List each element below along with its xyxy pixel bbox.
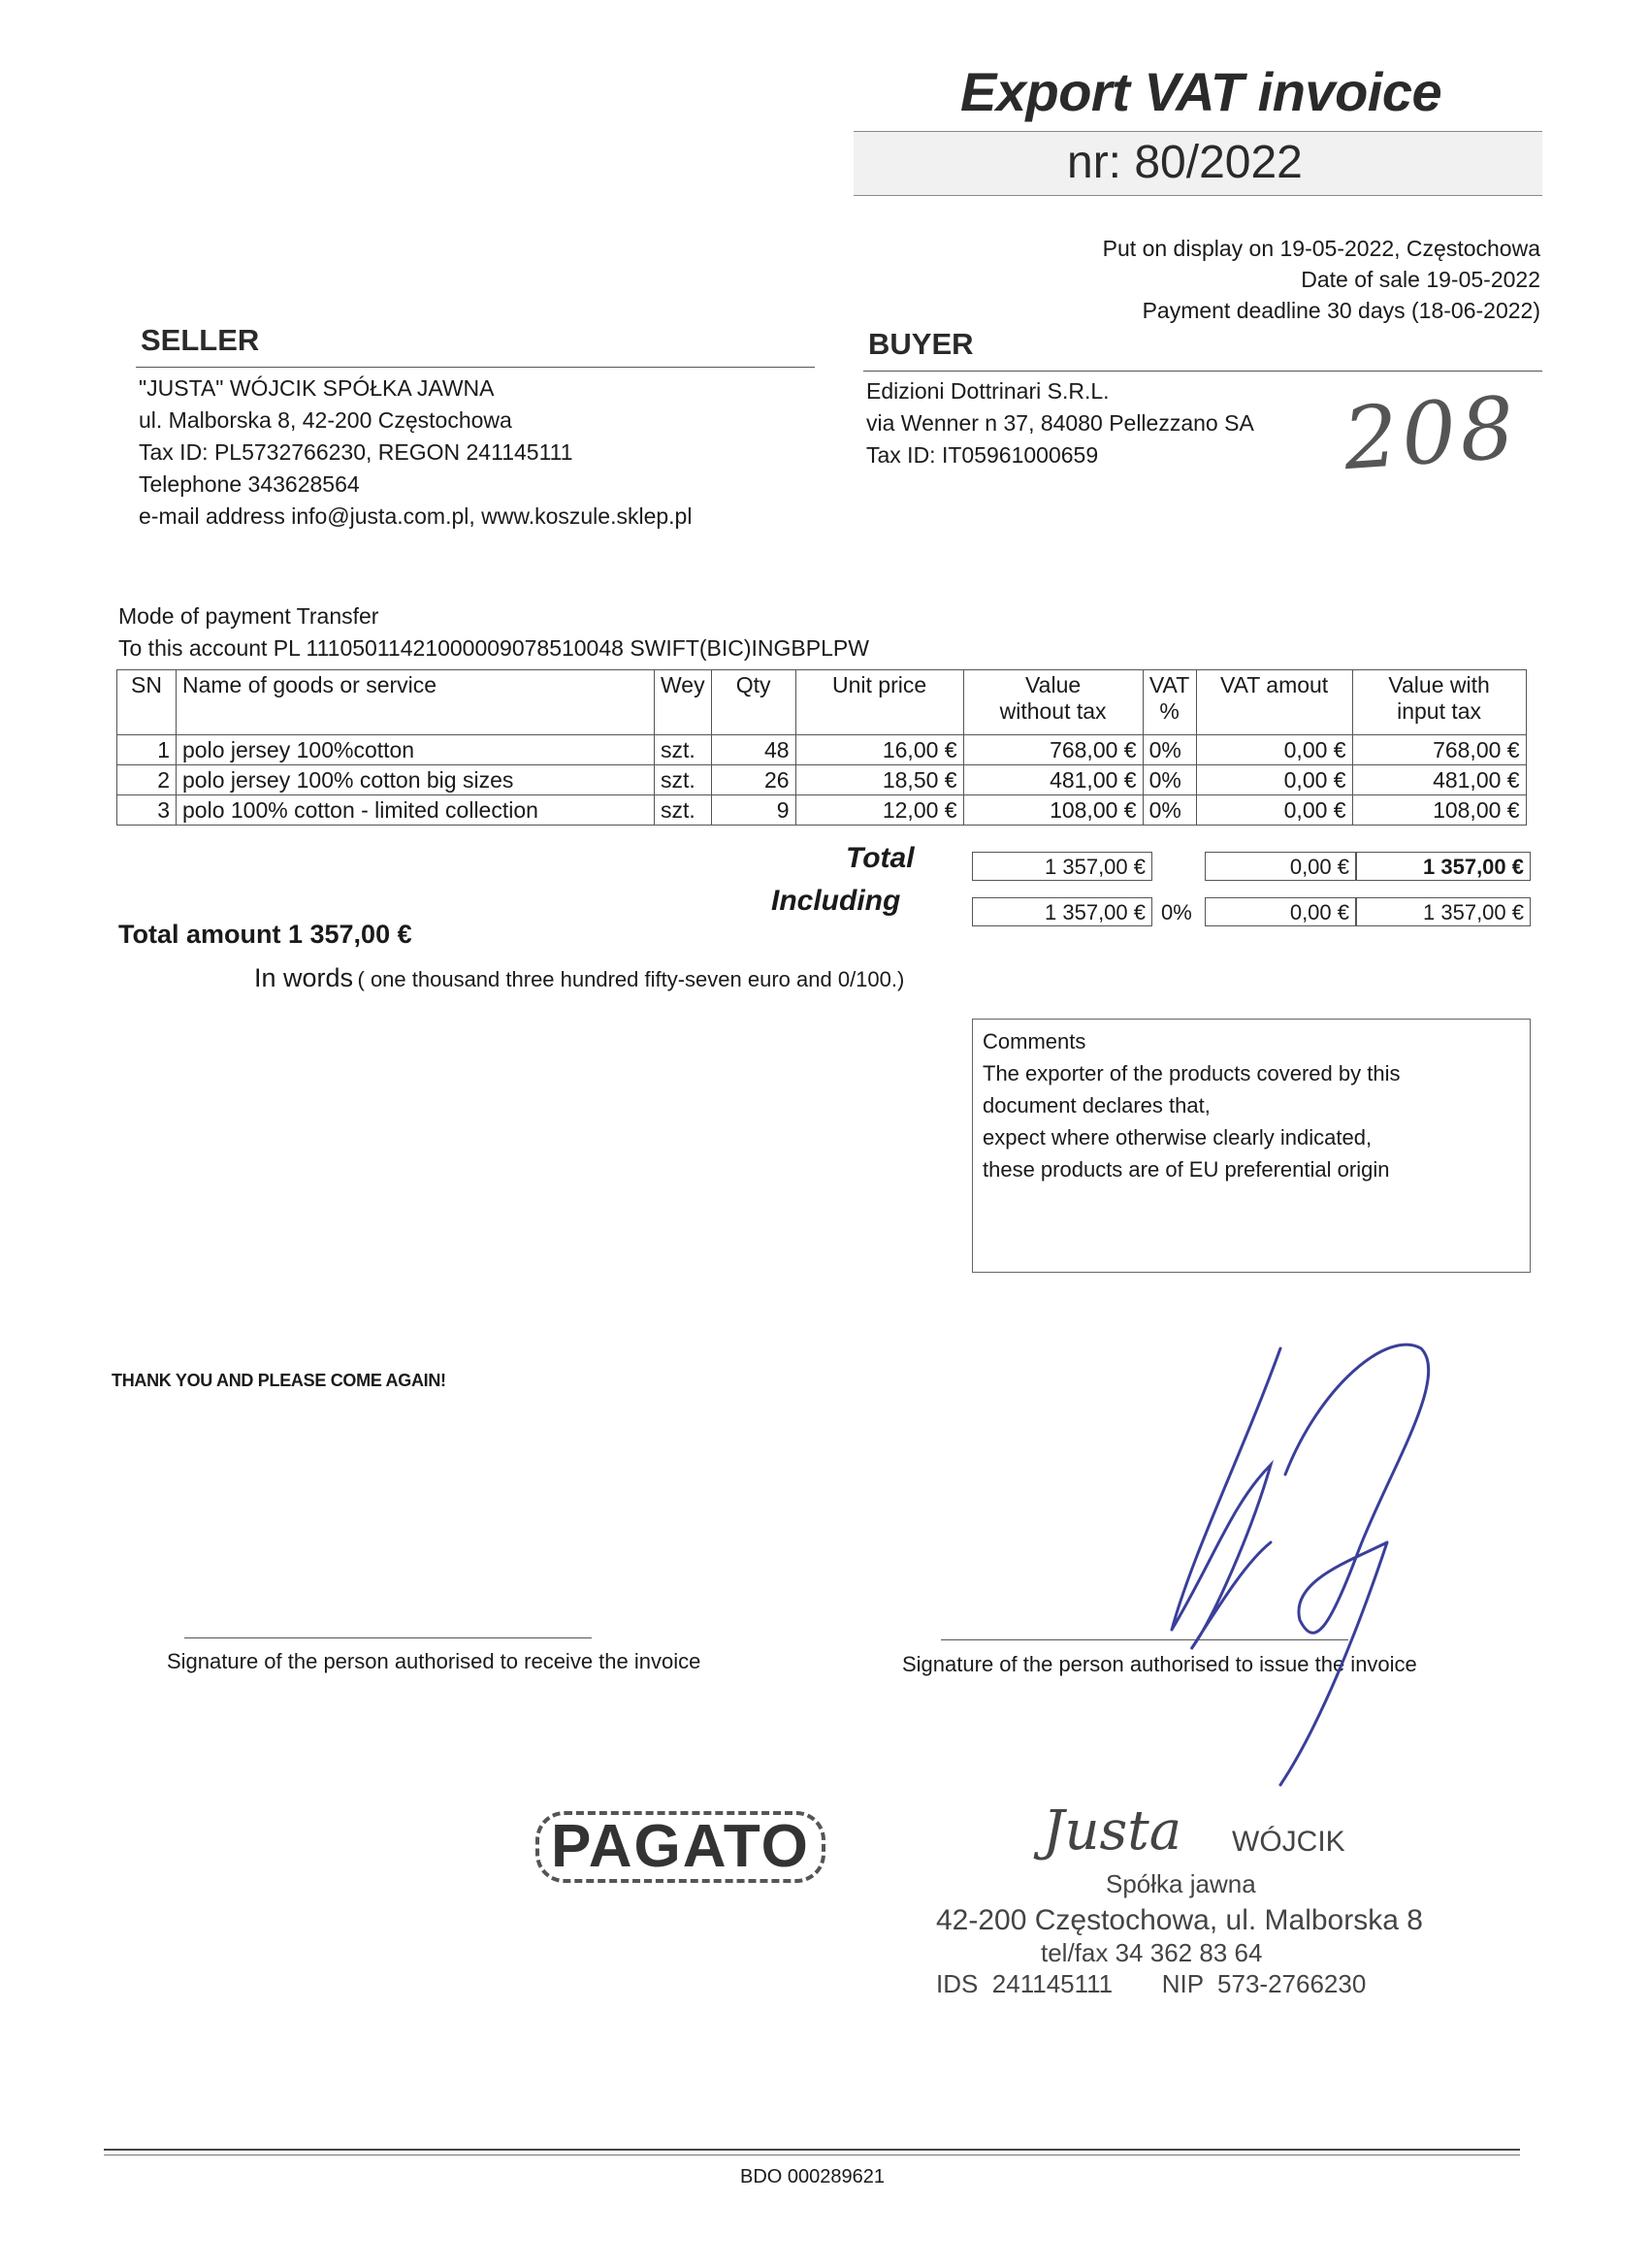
company-stamp-line5: IDS 241145111 NIP 573-2766230 — [936, 1969, 1367, 1998]
seller-email: e-mail address info@justa.com.pl, www.koszule.sklep.pl — [139, 503, 693, 529]
row-name: polo jersey 100% cotton big sizes — [177, 765, 655, 795]
table-row — [117, 765, 1527, 795]
in-words-label: In words — [254, 963, 354, 992]
col-vat-amount: VAT amout — [1196, 670, 1352, 735]
payment-deadline: Payment deadline 30 days (18-06-2022) — [1142, 298, 1540, 323]
seller-address: ul. Malborska 8, 42-200 Częstochowa — [139, 407, 512, 433]
table-header-row — [117, 670, 1527, 735]
sale-date: Date of sale 19-05-2022 — [1301, 267, 1540, 292]
total-amount: Total amount 1 357,00 € — [118, 920, 412, 949]
col-sn: SN — [117, 670, 177, 735]
row-sn: 3 — [117, 795, 177, 826]
col-value-net — [963, 670, 1143, 735]
col-value-net-line2: without tax — [999, 698, 1107, 724]
seller-heading: SELLER — [141, 323, 260, 357]
row-unit-price: 16,00 € — [795, 735, 963, 765]
row-net: 768,00 € — [963, 735, 1143, 765]
paid-stamp: PAGATO — [535, 1811, 825, 1883]
row-gross: 481,00 € — [1352, 765, 1526, 795]
seller-tax-id: Tax ID: PL5732766230, REGON 241145111 — [139, 439, 573, 465]
including-gross: 1 357,00 € — [1356, 897, 1531, 926]
seller-block — [139, 375, 692, 535]
row-vat: 0% — [1143, 765, 1196, 795]
col-vat-line2: % — [1159, 698, 1180, 724]
col-name: Name of goods or service — [177, 670, 655, 735]
row-vat: 0% — [1143, 795, 1196, 826]
buyer-address: via Wenner n 37, 84080 Pellezzano SA — [866, 410, 1254, 436]
row-vat-amount: 0,00 € — [1196, 735, 1352, 765]
row-qty: 26 — [711, 765, 795, 795]
buyer-name: Edizioni Dottrinari S.R.L. — [866, 378, 1110, 404]
company-stamp-line4: tel/fax 34 362 83 64 — [1041, 1938, 1263, 1967]
row-sn: 1 — [117, 735, 177, 765]
company-stamp-line2: Spółka jawna — [1106, 1869, 1256, 1898]
receive-signature-line — [184, 1637, 592, 1638]
display-date: Put on display on 19-05-2022, Częstochowa — [1102, 236, 1540, 261]
company-stamp-script: Justa — [1043, 1799, 1182, 1863]
comments-heading: Comments — [983, 1029, 1086, 1053]
row-qty: 9 — [711, 795, 795, 826]
col-qty: Qty — [711, 670, 795, 735]
seller-name: "JUSTA" WÓJCIK SPÓŁKA JAWNA — [139, 375, 495, 401]
col-value-gross-line2: input tax — [1397, 698, 1482, 724]
col-value-gross-line1: Value with — [1388, 672, 1490, 697]
seller-telephone: Telephone 343628564 — [139, 471, 360, 497]
total-net: 1 357,00 € — [972, 852, 1152, 881]
buyer-tax-id: Tax ID: IT05961000659 — [866, 442, 1099, 468]
seller-rule — [136, 367, 815, 368]
including-vat-amount: 0,00 € — [1205, 897, 1356, 926]
invoice-number: nr: 80/2022 — [1067, 137, 1303, 188]
row-wey: szt. — [655, 735, 712, 765]
amount-in-words — [254, 963, 904, 993]
payment-account: To this account PL 11105011421000009078510048 SWIFT(BIC)INGBPLPW — [118, 635, 869, 661]
company-stamp-line3: 42-200 Częstochowa, ul. Malborska 8 — [936, 1904, 1423, 1936]
row-gross: 108,00 € — [1352, 795, 1526, 826]
table-row — [117, 795, 1527, 826]
total-label: Total — [846, 842, 915, 874]
including-net: 1 357,00 € — [972, 897, 1152, 926]
footer-rule — [104, 2149, 1520, 2155]
handwritten-signature — [1067, 1310, 1474, 1795]
in-words-value: ( one thousand three hundred fifty-seven euro and 0/100.) — [357, 967, 905, 991]
row-gross: 768,00 € — [1352, 735, 1526, 765]
row-vat-amount: 0,00 € — [1196, 795, 1352, 826]
row-name: polo 100% cotton - limited collection — [177, 795, 655, 826]
total-vat-amount: 0,00 € — [1205, 852, 1356, 881]
col-vat — [1143, 670, 1196, 735]
buyer-rule — [863, 371, 1542, 372]
total-gross: 1 357,00 € — [1356, 852, 1531, 881]
footer-bdo: BDO 000289621 — [740, 2166, 886, 2187]
thank-you-note: THANK YOU AND PLEASE COME AGAIN! — [112, 1371, 446, 1390]
row-wey: szt. — [655, 795, 712, 826]
including-vat: 0% — [1161, 900, 1192, 924]
buyer-block — [866, 378, 1254, 474]
col-value-net-line1: Value — [1025, 672, 1082, 697]
row-unit-price: 12,00 € — [795, 795, 963, 826]
row-vat-amount: 0,00 € — [1196, 765, 1352, 795]
document-title: Export VAT invoice — [960, 61, 1442, 122]
row-sn: 2 — [117, 765, 177, 795]
row-name: polo jersey 100%cotton — [177, 735, 655, 765]
comments-line: The exporter of the products covered by this — [983, 1061, 1401, 1085]
payment-mode: Mode of payment Transfer — [118, 603, 379, 629]
including-label: Including — [771, 885, 901, 917]
row-qty: 48 — [711, 735, 795, 765]
row-vat: 0% — [1143, 735, 1196, 765]
row-net: 108,00 € — [963, 795, 1143, 826]
comments-line: expect where otherwise clearly indicated, — [983, 1125, 1373, 1150]
col-vat-line1: VAT — [1148, 672, 1190, 697]
receive-signature-caption: Signature of the person authorised to receive the invoice — [167, 1649, 701, 1673]
row-wey: szt. — [655, 765, 712, 795]
col-wey: Wey — [655, 670, 712, 735]
col-unit-price: Unit price — [795, 670, 963, 735]
row-unit-price: 18,50 € — [795, 765, 963, 795]
col-value-gross — [1352, 670, 1526, 735]
table-row — [117, 735, 1527, 765]
comments-line: these products are of EU preferential origin — [983, 1157, 1390, 1182]
items-table — [116, 669, 1527, 826]
row-net: 481,00 € — [963, 765, 1143, 795]
handwritten-number: 208 — [1340, 376, 1522, 490]
issue-signature-caption: Signature of the person authorised to issue the invoice — [902, 1652, 1417, 1676]
company-stamp-name: WÓJCIK — [1232, 1826, 1345, 1858]
comments-line: document declares that, — [983, 1093, 1211, 1118]
comments-box — [972, 1019, 1531, 1273]
buyer-heading: BUYER — [868, 327, 974, 361]
